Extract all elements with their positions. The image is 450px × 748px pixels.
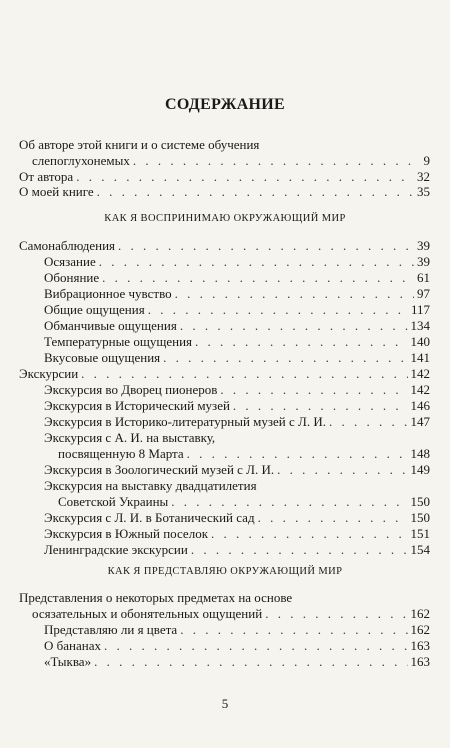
- toc-page-number: 39: [417, 254, 430, 269]
- toc-entry-label: Ленинградские экскурсии: [44, 542, 188, 557]
- toc-entry-vibration: [44, 286, 430, 302]
- toc-page-number: 151: [410, 526, 430, 541]
- toc-page-number: 163: [410, 654, 430, 669]
- dot-leader: [180, 318, 408, 334]
- dot-leader: [94, 654, 407, 670]
- toc-entry-label: Осязание: [44, 254, 96, 269]
- toc-page-number: 147: [410, 414, 430, 429]
- toc-entry-label: Вибрационное чувство: [44, 286, 172, 301]
- toc-page-number: 148: [410, 446, 430, 461]
- toc-entry-label: Вкусовые ощущения: [44, 350, 161, 365]
- toc-entry-label: Экскурсия в Историко-литературный музей с Л. И.: [44, 414, 326, 429]
- toc-page-number: 35: [417, 184, 430, 199]
- toc-entry-temperature: [44, 334, 430, 350]
- toc-entry-smell: [44, 270, 430, 286]
- dot-leader: [233, 398, 408, 414]
- toc-entry-botanic: [44, 510, 430, 526]
- toc-entry-label: осязательных и обонятельных ощущений: [32, 606, 263, 621]
- toc-entry-label: слепоглухонемых: [32, 153, 130, 168]
- toc-entry-label: Экскурсия в Южный поселок: [44, 526, 209, 541]
- dot-leader: [329, 414, 408, 430]
- toc-entry-label: Экскурсия с Л. И. в Ботанический сад: [44, 510, 255, 525]
- toc-page-number: 142: [410, 382, 430, 397]
- dot-leader: [102, 270, 414, 286]
- toc-entry-label: Общие ощущения: [44, 302, 145, 317]
- dot-leader: [99, 254, 414, 270]
- dot-leader: [211, 526, 407, 542]
- dot-leader: [220, 382, 407, 398]
- dot-leader: [76, 169, 414, 185]
- page-title: СОДЕРЖАНИЕ: [164, 96, 286, 113]
- dot-leader: [195, 334, 407, 350]
- toc-page-number: 146: [410, 398, 430, 413]
- dot-leader: [265, 606, 407, 622]
- toc-entry-pumpkin: [44, 654, 430, 670]
- toc-page-number: 149: [410, 462, 430, 477]
- toc-entry-ukraine: [58, 494, 430, 510]
- dot-leader: [187, 446, 408, 462]
- dot-leader: [97, 184, 414, 200]
- toc-entry-zoo: [44, 462, 430, 478]
- toc-page-number: 163: [410, 638, 430, 653]
- toc-entry-label: Обоняние: [44, 270, 100, 285]
- toc-page-number: 140: [410, 334, 430, 349]
- toc-entry-colors: [44, 622, 430, 638]
- dot-leader: [118, 238, 414, 254]
- toc-entry-label: посвященную 8 Марта: [58, 446, 184, 461]
- toc-entry-general: [44, 302, 430, 318]
- toc-entry-label: Температурные ощущения: [44, 334, 193, 349]
- section-heading-perceive: КАК Я ВОСПРИНИМАЮ ОКРУЖАЮЩИЙ МИР: [104, 213, 346, 224]
- toc-entry-label: Экскурсия в Зоологический музей с Л. И.: [44, 462, 275, 477]
- toc-entry-exhibition-line1: Экскурсия с А. И. на выставку,: [44, 430, 216, 445]
- toc-page-number: 154: [410, 542, 430, 557]
- toc-entry-label: О моей книге: [19, 184, 94, 199]
- toc-entry-label: От автора: [19, 169, 74, 184]
- toc-page-number: 97: [417, 286, 430, 301]
- page-number: 5: [221, 696, 229, 711]
- toc-entry-from-author: [19, 169, 430, 185]
- dot-leader: [180, 622, 407, 638]
- toc-entry-about: [32, 153, 430, 169]
- toc-entry-label: Экскурсии: [19, 366, 79, 381]
- toc-page-number: 162: [410, 606, 430, 621]
- toc-entry-deceptive: [44, 318, 430, 334]
- toc-entry-leningrad: [44, 542, 430, 558]
- dot-leader: [104, 638, 408, 654]
- toc-entry-label: Экскурсия в Исторический музей: [44, 398, 230, 413]
- dot-leader: [191, 542, 408, 558]
- dot-leader: [163, 350, 407, 366]
- toc-page-number: 150: [410, 510, 430, 525]
- toc-entry-label: «Тыква»: [44, 654, 92, 669]
- toc-entry-label: Обманчивые ощущения: [44, 318, 177, 333]
- toc-page-number: 39: [417, 238, 430, 253]
- toc-entry-label: Экскурсия во Дворец пионеров: [44, 382, 218, 397]
- toc-entry-south: [44, 526, 430, 542]
- toc-entry-pioneers: [44, 382, 430, 398]
- dot-leader: [148, 302, 408, 318]
- toc-entry-exhibition: [58, 446, 430, 462]
- toc-entry-historical: [44, 398, 430, 414]
- toc-entry-touch: [44, 254, 430, 270]
- toc-entry-my-book: [19, 184, 430, 200]
- toc-entry-label: Советской Украины: [58, 494, 169, 509]
- dot-leader: [81, 366, 407, 382]
- toc-entry-ideas-line1: Представления о некоторых предметах на основе: [19, 590, 293, 605]
- toc-entry-ukraine-line1: Экскурсия на выставку двадцатилетия: [44, 478, 257, 493]
- toc-page-number: 141: [410, 350, 430, 365]
- toc-page-number: 32: [417, 169, 430, 184]
- dot-leader: [258, 510, 408, 526]
- dot-leader: [171, 494, 407, 510]
- toc-page-number: 150: [410, 494, 430, 509]
- toc-entry-ideas: [32, 606, 430, 622]
- section-heading-imagine: КАК Я ПРЕДСТАВЛЯЮ ОКРУЖАЮЩИЙ МИР: [107, 566, 343, 577]
- toc-entry-label: О бананах: [44, 638, 101, 653]
- dot-leader: [133, 153, 421, 169]
- toc-page-number: 61: [417, 270, 430, 285]
- toc-entry-literary: [44, 414, 430, 430]
- toc-entry-label: Самонаблюдения: [19, 238, 116, 253]
- dot-leader: [175, 286, 414, 302]
- toc-page-number: 9: [423, 153, 430, 168]
- toc-entry-label: Представляю ли я цвета: [44, 622, 178, 637]
- toc-page-number: 134: [410, 318, 430, 333]
- dot-leader: [277, 462, 407, 478]
- toc-entry-about-line1: Об авторе этой книги и о системе обучения: [19, 137, 260, 152]
- toc-page-number: 142: [410, 366, 430, 381]
- toc-entry-excursions: [19, 366, 430, 382]
- toc-entry-bananas: [44, 638, 430, 654]
- toc-page-number: 162: [410, 622, 430, 637]
- toc-entry-taste: [44, 350, 430, 366]
- toc-page-number: 117: [410, 302, 430, 317]
- toc-entry-self-observations: [19, 238, 430, 254]
